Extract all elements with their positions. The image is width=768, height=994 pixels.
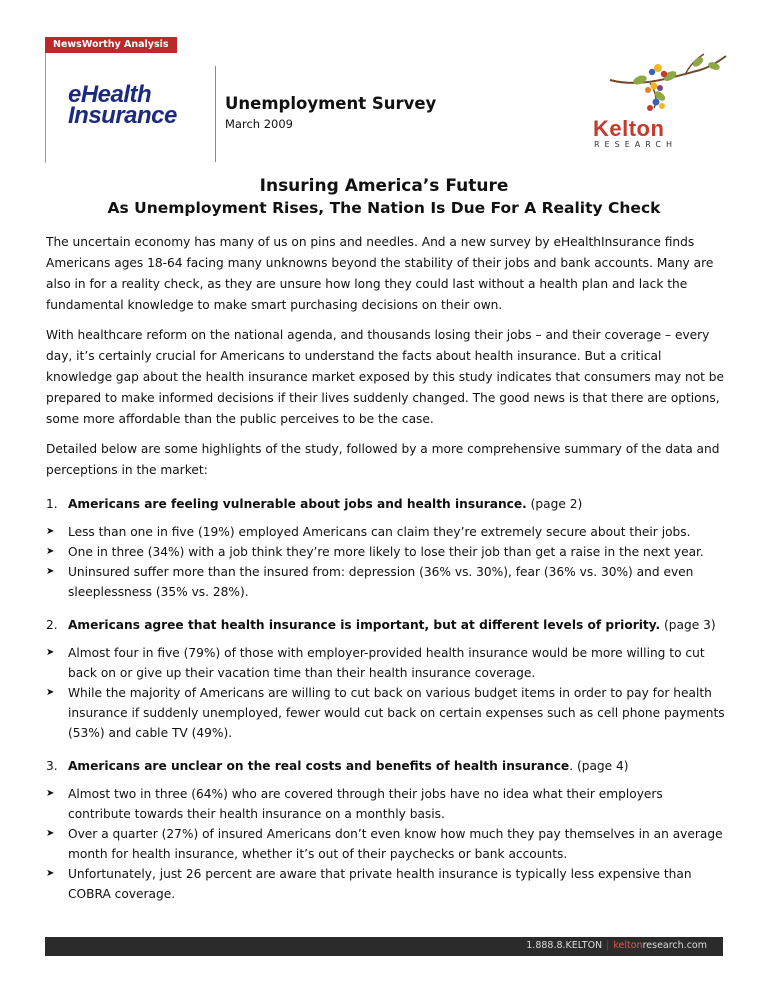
bullet-text: One in three (34%) with a job think they’re more likely to lose their job than get a raise in the next year. [68,545,704,559]
section-number: 1. [46,497,58,511]
footer-site-suffix: research.com [642,940,707,951]
bullet-item [46,683,726,743]
bullet-text: Over a quarter (27%) of insured Americans don’t even know how much they pay themselves in an average month for health insurance, whether it’s out of their paychecks or bank accounts. [68,827,723,861]
bullet-text: Unfortunately, just 26 percent are aware that private health insurance is typically less expensive than COBRA coverage. [68,867,692,901]
section-number: 3. [46,759,58,773]
section-1-bullets [46,522,726,602]
survey-date: March 2009 [225,117,293,131]
section-heading-text: Americans are feeling vulnerable about jobs and health insurance. [68,497,527,511]
section-3-bullets [46,784,726,904]
section-page-ref: (page 3) [660,618,716,632]
bullet-text: Almost four in five (79%) of those with employer-provided health insurance would be more willing to cut back on or give up their vacation time than their health insurance coverage. [68,646,705,680]
section-heading-1 [46,494,726,514]
arrow-bullet-icon: ➤ [46,828,55,839]
kelton-wordmark: Kelton [593,116,665,141]
footer-bar [45,937,723,956]
footer-separator: | [606,940,610,951]
document-body [46,232,726,906]
intro-paragraph-2: With healthcare reform on the national agenda, and thousands losing their jobs – and their coverage – every day, it’s certainly crucial for Americans to understand the facts about health insurance. But a critical knowledge gap about the health insurance market exposed by this study indicates that consumers may not be prepared to make informed decisions if their lives suddenly changed. The good news is that there are options, some more affordable than the public perceives to be the case. [46,328,725,426]
arrow-bullet-icon: ➤ [46,546,55,557]
intro-paragraph-3: Detailed below are some highlights of the study, followed by a more comprehensive summary of the data and perceptions in the market: [46,442,720,477]
arrow-bullet-icon: ➤ [46,868,55,879]
intro-paragraph-1: The uncertain economy has many of us on pins and needles. And a new survey by eHealthInsurance finds Americans ages 18-64 facing many unknowns beyond the stability of their jobs and bank accounts. Many are also in for a reality check, as they are unsure how long they could last without a health plan and lack the fundamental knowledge to make smart purchasing decisions on their own. [46,235,714,312]
section-heading-3 [46,756,726,776]
section-page-ref: . (page 4) [569,759,629,773]
bullet-text: Less than one in five (19%) employed Americans can claim they’re extremely secure about their jobs. [68,525,691,539]
section-2-bullets [46,643,726,743]
kelton-subtitle: RESEARCH [594,140,677,149]
arrow-bullet-icon: ➤ [46,687,55,698]
bullet-text: Almost two in three (64%) who are covered through their jobs have no idea what their employers contribute towards their health insurance on a monthly basis. [68,787,663,821]
bullet-text: Uninsured suffer more than the insured from: depression (36% vs. 30%), fear (36% vs. 30%) and even sleeplessness (35% vs. 28%). [68,565,694,599]
arrow-bullet-icon: ➤ [46,647,55,658]
footer-phone: 1.888.8.KELTON [526,940,603,951]
arrow-bullet-icon: ➤ [46,788,55,799]
bullet-item [46,562,726,602]
page-title: Insuring America’s Future [259,176,509,196]
bullet-item [46,522,726,542]
bullet-item [46,643,726,683]
section-number: 2. [46,618,58,632]
bullet-item [46,864,726,904]
bullet-item [46,824,726,864]
arrow-bullet-icon: ➤ [46,526,55,537]
footer-site-prefix: kelton [613,940,643,951]
footer-contact [526,940,707,951]
kelton-logo [590,50,730,150]
section-heading-text: Americans are unclear on the real costs and benefits of health insurance [68,759,570,773]
newsworthy-tag: NewsWorthy Analysis [45,37,177,53]
page-subtitle: As Unemployment Rises, The Nation Is Due For A Reality Check [107,199,661,217]
section-heading-text: Americans agree that health insurance is important, but at different levels of priority. [68,618,661,632]
ehealth-logo-line2: Insurance [68,102,177,129]
ehealth-logo [68,81,177,129]
ehealth-logo-line1: eHealth [68,81,152,108]
header-divider [215,66,216,162]
arrow-bullet-icon: ➤ [46,566,55,577]
section-heading-2 [46,615,726,635]
bullet-item [46,542,726,562]
bullet-item [46,784,726,824]
section-page-ref: (page 2) [526,497,583,511]
kelton-branch-icon [590,50,730,116]
bullet-text: While the majority of Americans are willing to cut back on various budget items in order to pay for health insurance if suddenly unemployed, fewer would cut back on certain expenses such as cell phone payments (53%) and cable TV (49%). [68,686,725,740]
survey-title: Unemployment Survey [225,94,437,113]
